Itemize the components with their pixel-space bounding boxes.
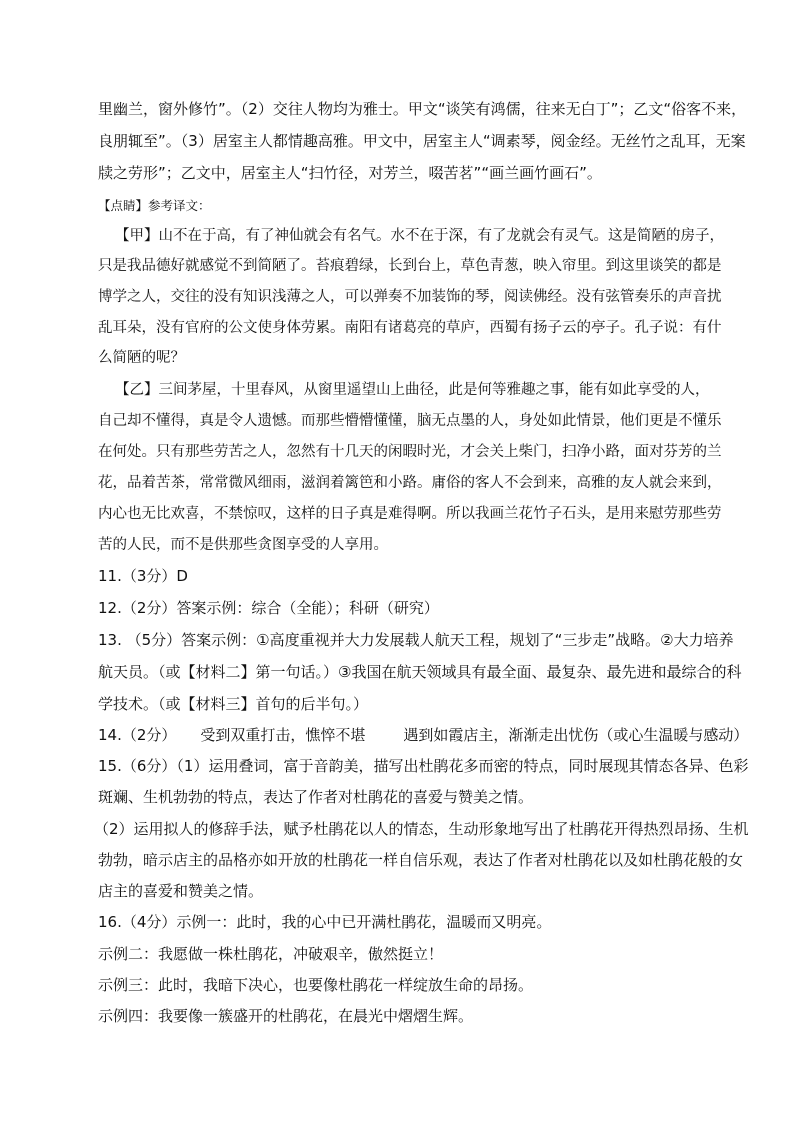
answer-14-part-2: 遇到如霞店主，渐渐走出忧伤（或心生温暖与感动）	[403, 726, 749, 744]
translation-jia-line-1: 【甲】山不在于高，有了神仙就会有名气。水不在于深，有了龙就会有灵气。这是简陋的房子，	[115, 228, 724, 244]
answer-13-line-2: 航天员。（或【材料二】第一句话。）③我国在航天领域具有最全面、最复杂、最先进和最综合的科	[98, 663, 742, 681]
answer-10-line-2: 良朋辄至”。（3）居室主人都情趣高雅。甲文中，居室主人“调素琴，阅金经。无丝竹之乱耳，无案	[98, 132, 746, 150]
answer-15-line-3: （2）运用拟人的修辞手法，赋予杜鹃花以人的情态，生动形象地写出了杜鹃花开得热烈昂扬、生机	[94, 820, 749, 838]
translation-yi-line-6: 苦的人民，而不是供那些贪图享受的人享用。	[98, 537, 388, 553]
translation-yi-line-2: 自己却不懂得，真是令人遗憾。而那些懵懵懂懂，脑无点墨的人，身处如此情景，他们更是不懂乐	[98, 413, 722, 429]
answer-10-line-1: 里幽兰，窗外修竹”。（2）交往人物均为雅士。甲文“谈笑有鸿儒，往来无白丁”；乙文“俗客不来，	[98, 100, 747, 118]
translation-jia-line-2: 只是我品德好就感觉不到简陋了。苔痕碧绿，长到台上，草色青葱，映入帘里。到这里谈笑的都是	[98, 258, 722, 274]
answer-16-line-3: 示例三：此时，我暗下决心，也要像杜鹃花一样绽放生命的昂扬。	[98, 976, 534, 994]
answer-15-line-4: 勃勃，暗示店主的品格亦如开放的杜鹃花一样自信乐观，表达了作者对杜鹃花以及如杜鹃花般的女	[98, 851, 744, 869]
translation-yi-line-4: 花，品着苦茶，常常微风细雨，滋润着篱笆和小路。庸俗的客人不会到来，高雅的友人就会来到，	[98, 475, 722, 491]
answer-13-line-1: 13. （5分）答案示例：①高度重视并大力发展载人航天工程，规划了“三步走”战略。②大力培养	[98, 631, 734, 649]
translation-jia-line-4: 乱耳朵，没有官府的公文使身体劳累。南阳有诸葛亮的草庐，西蜀有扬子云的亭子。孔子说：有什	[98, 320, 722, 336]
translation-yi-line-3: 在何处。只有那些劳苦之人，忽然有十几天的闲暇时光，才会关上柴门，扫净小路，面对芬芳的兰	[98, 444, 722, 460]
answer-16-line-2: 示例二：我愿做一株杜鹃花，冲破艰辛，傲然挺立！	[98, 945, 444, 963]
answer-15-line-5: 店主的喜爱和赞美之情。	[98, 882, 264, 900]
dianjing-label: 【点睛】参考译文：	[98, 198, 211, 213]
answer-16-line-4: 示例四：我要像一簇盛开的杜鹃花，在晨光中熠熠生辉。	[98, 1007, 474, 1025]
answer-14	[98, 725, 748, 745]
answer-11: 11.（3分）D	[98, 567, 188, 585]
answer-16-line-1: 16.（4分）示例一：此时，我的心中已开满杜鹃花，温暖而又明亮。	[98, 913, 552, 931]
answer-15-line-1: 15.（6分）（1）运用叠词，富于音韵美，描写出杜鹃花多而密的特点，同时展现其情态各异、色彩	[98, 757, 749, 775]
translation-jia-line-3: 博学之人，交往的没有知识浅薄之人，可以弹奏不加装饰的琴，阅读佛经。没有弦管奏乐的声音扰	[98, 289, 722, 305]
answer-12: 12.（2分）答案示例：综合（全能）；科研（研究）	[98, 599, 439, 617]
answer-10-line-3: 牍之劳形”；乙文中，居室主人“扫竹径，对芳兰，啜苦茗”“画兰画竹画石”。	[98, 164, 602, 182]
translation-jia-line-5: 么简陋的呢？	[98, 350, 185, 366]
answer-14-part-1: 受到双重打击，憔悴不堪	[200, 726, 366, 744]
answer-15-line-2: 斑斓、生机勃勃的特点，表达了作者对杜鹃花的喜爱与赞美之情。	[98, 788, 534, 806]
answer-13-line-3: 学技术。（或【材料三】首句的后半句。）	[98, 695, 369, 713]
answer-14-prefix: 14.（2分）	[98, 726, 177, 744]
translation-yi-line-5: 内心也无比欢喜，不禁惊叹，这样的日子真是难得啊。所以我画兰花竹子石头，是用来慰劳那些劳	[98, 506, 722, 522]
translation-yi-line-1: 【乙】三间茅屋，十里春风，从窗里遥望山上曲径，此是何等雅趣之事，能有如此享受的人，	[115, 382, 710, 398]
